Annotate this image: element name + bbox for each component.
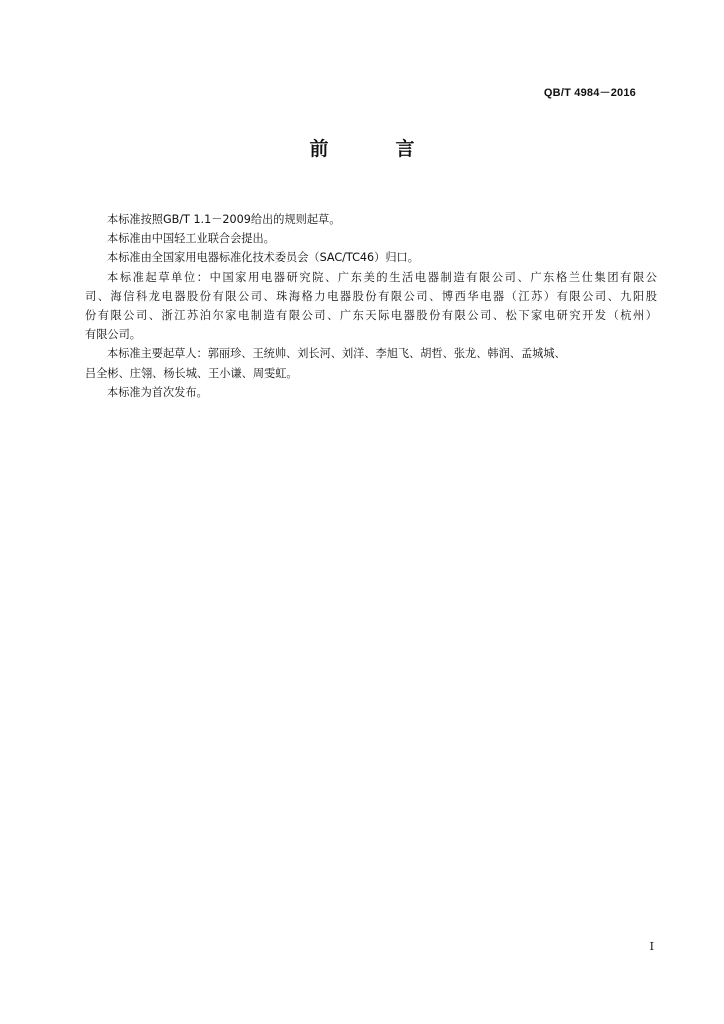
paragraph-drafting-units-line-1: 本标准起草单位：中国家用电器研究院、广东美的生活电器制造有限公司、广东格兰仕集团有限公 bbox=[107, 270, 657, 284]
paragraph-first-release: 本标准为首次发布。 bbox=[107, 385, 208, 399]
section-title: 前 言 bbox=[309, 138, 439, 160]
paragraph-drafting-units-line-4: 有限公司。 bbox=[85, 328, 141, 342]
paragraph-proposer: 本标准由中国轻工业联合会提出。 bbox=[107, 232, 275, 246]
page-number: I bbox=[649, 940, 654, 953]
paragraph-drafting-rules: 本标准按照GB/T 1.1－2009给出的规则起草。 bbox=[107, 213, 341, 226]
foreword-body bbox=[85, 210, 657, 402]
standard-code: QB/T 4984－2016 bbox=[543, 87, 636, 99]
paragraph-drafting-units-line-2: 司、海信科龙电器股份有限公司、珠海格力电器股份有限公司、博西华电器（江苏）有限公司、九阳股 bbox=[85, 289, 657, 303]
paragraph-drafters-line-1: 本标准主要起草人：郭丽珍、王统帅、刘长河、刘洋、李旭飞、胡哲、张龙、韩润、孟城城、 bbox=[107, 347, 566, 361]
paragraph-technical-committee: 本标准由全国家用电器标准化技术委员会（SAC/TC46）归口。 bbox=[107, 251, 419, 265]
paragraph-drafting-units-line-3: 份有限公司、浙江苏泊尔家电制造有限公司、广东天际电器股份有限公司、松下家电研究开发（杭州） bbox=[85, 308, 657, 322]
paragraph-drafters-line-2: 吕全彬、庄翎、杨长城、王小谦、周雯虹。 bbox=[85, 366, 298, 380]
